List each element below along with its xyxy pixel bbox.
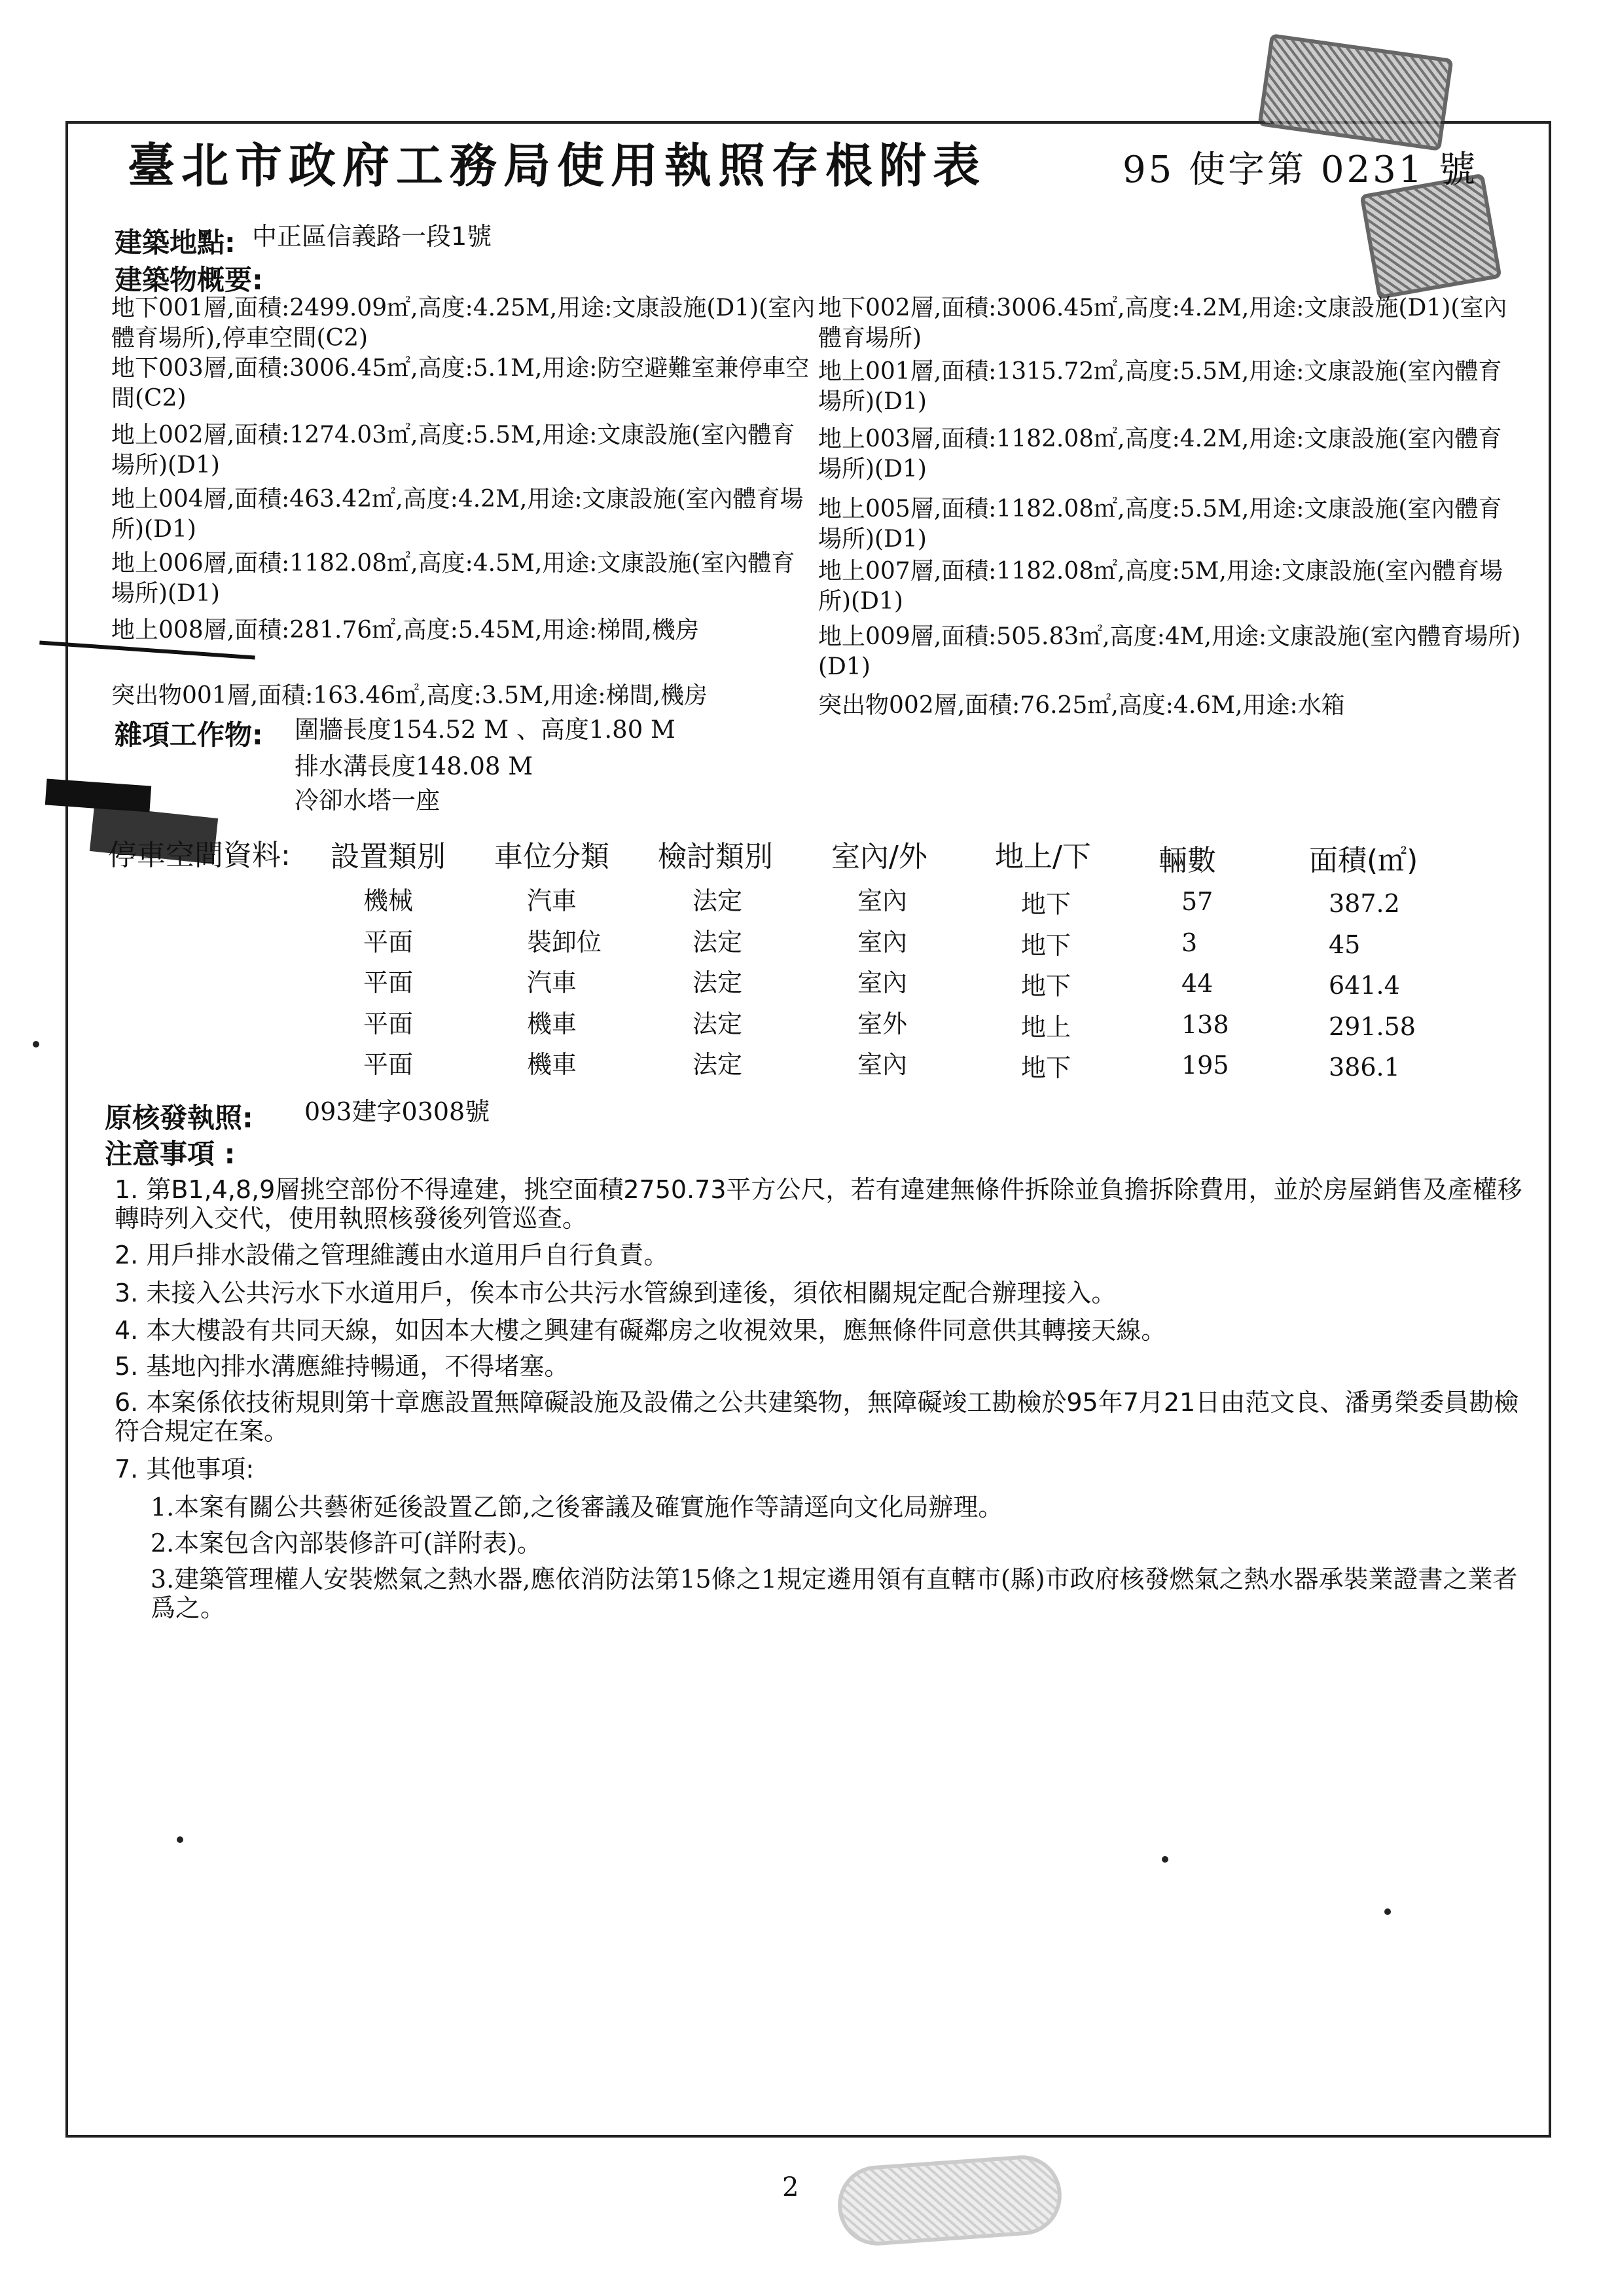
floor-entry-right: 地上005層,面積:1182.08㎡,高度:5.5M,用途:文康設施(室內體育場所)(D1) [818, 496, 1502, 553]
floor-entry-left: 地上006層,面積:1182.08㎡,高度:4.5M,用途:文康設施(室內體育場所)(D1) [111, 550, 795, 607]
note-item: 3. 未接入公共污水下水道用戶，俟本市公共污水管線到達後，須依相關規定配合辦理接入。 [115, 1279, 1117, 1307]
parking-cell: 裝卸位 [527, 928, 602, 957]
scan-dot [177, 1836, 183, 1843]
parking-cell: 法定 [692, 928, 743, 957]
parking-cell: 地上 [1021, 1013, 1071, 1042]
parking-header: 設置類別 [331, 840, 446, 873]
misc-item: 冷卻水塔一座 [295, 786, 440, 814]
document-title: 臺北市政府工務局使用執照存根附表 [128, 137, 987, 193]
floor-entry-left: 地下003層,面積:3006.45㎡,高度:5.1M,用途:防空避難室兼停車空間(C2) [111, 355, 810, 412]
parking-cell: 機車 [527, 1050, 577, 1079]
misc-item: 圍牆長度154.52 M 、高度1.80 M [295, 716, 675, 744]
parking-cell: 291.58 [1329, 1012, 1416, 1041]
site-address: 中正區信義路一段1號 [252, 222, 492, 251]
note-sub-item: 3.建築管理權人安裝燃氣之熱水器,應依消防法第15條之1規定遴用領有直轄市(縣)市政府核發燃氣之熱水器承裝業證書之業者爲之。 [151, 1565, 1518, 1622]
original-permit-label: 原核發執照: [105, 1102, 253, 1134]
parking-cell: 法定 [692, 1050, 743, 1079]
parking-cell: 386.1 [1329, 1053, 1400, 1082]
parking-cell: 地下 [1021, 890, 1071, 919]
original-permit-value: 093建字0308號 [304, 1097, 490, 1126]
parking-header: 檢討類別 [658, 840, 773, 873]
parking-cell: 地下 [1021, 972, 1071, 1000]
parking-cell: 138 [1181, 1010, 1229, 1039]
site-label: 建築地點: [115, 227, 236, 259]
note-item: 7. 其他事項: [115, 1455, 255, 1484]
parking-cell: 室內 [857, 928, 908, 957]
floor-entry-left: 地上004層,面積:463.42㎡,高度:4.2M,用途:文康設施(室內體育場所)(D1) [111, 486, 804, 543]
parking-cell: 57 [1181, 887, 1214, 916]
notes-label: 注意事項 : [105, 1138, 236, 1170]
parking-cell: 45 [1329, 930, 1361, 959]
parking-header: 室內/外 [831, 840, 927, 873]
note-item: 2. 用戶排水設備之管理維護由水道用戶自行負責。 [115, 1241, 669, 1269]
signature-stamp [835, 2153, 1064, 2248]
scan-dot [1162, 1856, 1168, 1863]
parking-cell: 387.2 [1329, 889, 1400, 918]
floor-entry-right: 地上003層,面積:1182.08㎡,高度:4.2M,用途:文康設施(室內體育場所)(D1) [818, 426, 1502, 483]
floor-entry-right: 地上001層,面積:1315.72㎡,高度:5.5M,用途:文康設施(室內體育場所)(D1) [818, 358, 1502, 415]
parking-header: 地上/下 [995, 840, 1091, 873]
parking-cell: 法定 [692, 1010, 743, 1038]
parking-cell: 汽車 [527, 968, 577, 997]
parking-cell: 平面 [363, 928, 414, 957]
parking-cell: 641.4 [1329, 971, 1400, 1000]
note-item: 5. 基地內排水溝應維持暢通，不得堵塞。 [115, 1352, 569, 1381]
parking-cell: 地下 [1021, 931, 1071, 960]
floor-entry-left: 地上008層,面積:281.76㎡,高度:5.45M,用途:梯間,機房 [111, 617, 699, 644]
parking-cell: 平面 [363, 1050, 414, 1079]
parking-cell: 平面 [363, 1010, 414, 1038]
floor-entry-right: 地上009層,面積:505.83㎡,高度:4M,用途:文康設施(室內體育場所)(D1) [818, 623, 1521, 680]
parking-cell: 平面 [363, 968, 414, 997]
parking-cell: 室內 [857, 968, 908, 997]
parking-header: 輛數 [1159, 844, 1216, 877]
floor-entry-left: 突出物001層,面積:163.46㎡,高度:3.5M,用途:梯間,機房 [111, 682, 708, 709]
parking-cell: 3 [1181, 928, 1198, 957]
note-sub-item: 2.本案包含內部裝修許可(詳附表)。 [151, 1529, 542, 1558]
parking-cell: 44 [1181, 969, 1214, 998]
parking-cell: 195 [1181, 1051, 1229, 1080]
parking-cell: 法定 [692, 968, 743, 997]
note-item: 6. 本案係依技術規則第十章應設置無障礙設施及設備之公共建築物，無障礙竣工勘檢於95年7月21日由范文良、潘勇榮委員勘檢符合規定在案。 [115, 1388, 1519, 1446]
scan-dot [1384, 1908, 1391, 1915]
page-number: 2 [782, 2172, 799, 2202]
parking-header: 面積(㎡) [1309, 844, 1418, 877]
note-item: 1. 第B1,4,8,9層挑空部份不得違建，挑空面積2750.73平方公尺，若有違建無條件拆除並負擔拆除費用，並於房屋銷售及產權移轉時列入交代，使用執照核發後列管巡查。 [115, 1175, 1522, 1233]
misc-label: 雜項工作物: [115, 719, 263, 751]
parking-cell: 法定 [692, 886, 743, 915]
floor-entry-right: 突出物002層,面積:76.25㎡,高度:4.6M,用途:水箱 [818, 692, 1345, 719]
parking-cell: 室內 [857, 886, 908, 915]
misc-item: 排水溝長度148.08 M [295, 752, 533, 780]
parking-cell: 汽車 [527, 886, 577, 915]
floor-entry-right: 地下002層,面積:3006.45㎡,高度:4.2M,用途:文康設施(D1)(室內體育場所) [818, 295, 1507, 352]
parking-label: 停車空間資料: [108, 839, 291, 872]
parking-cell: 室外 [857, 1010, 908, 1038]
parking-cell: 室內 [857, 1050, 908, 1079]
parking-cell: 地下 [1021, 1053, 1071, 1082]
permit-number: 95 使字第 0231 號 [1123, 149, 1479, 191]
parking-header: 車位分類 [494, 840, 609, 873]
scan-dot [33, 1041, 39, 1048]
floor-entry-left: 地上002層,面積:1274.03㎡,高度:5.5M,用途:文康設施(室內體育場所)(D1) [111, 422, 795, 479]
note-sub-item: 1.本案有關公共藝術延後設置乙節,之後審議及確實施作等請逕向文化局辦理。 [151, 1493, 1003, 1522]
parking-cell: 機械 [363, 886, 414, 915]
note-item: 4. 本大樓設有共同天線，如因本大樓之興建有礙鄰房之收視效果，應無條件同意供其轉接天線。 [115, 1316, 1166, 1345]
floor-entry-left: 地下001層,面積:2499.09㎡,高度:4.25M,用途:文康設施(D1)(室內體育場所),停車空間(C2) [111, 295, 816, 352]
floor-entry-right: 地上007層,面積:1182.08㎡,高度:5M,用途:文康設施(室內體育場所)(D1) [818, 558, 1503, 615]
parking-cell: 機車 [527, 1010, 577, 1038]
overview-label: 建築物概要: [115, 264, 263, 296]
